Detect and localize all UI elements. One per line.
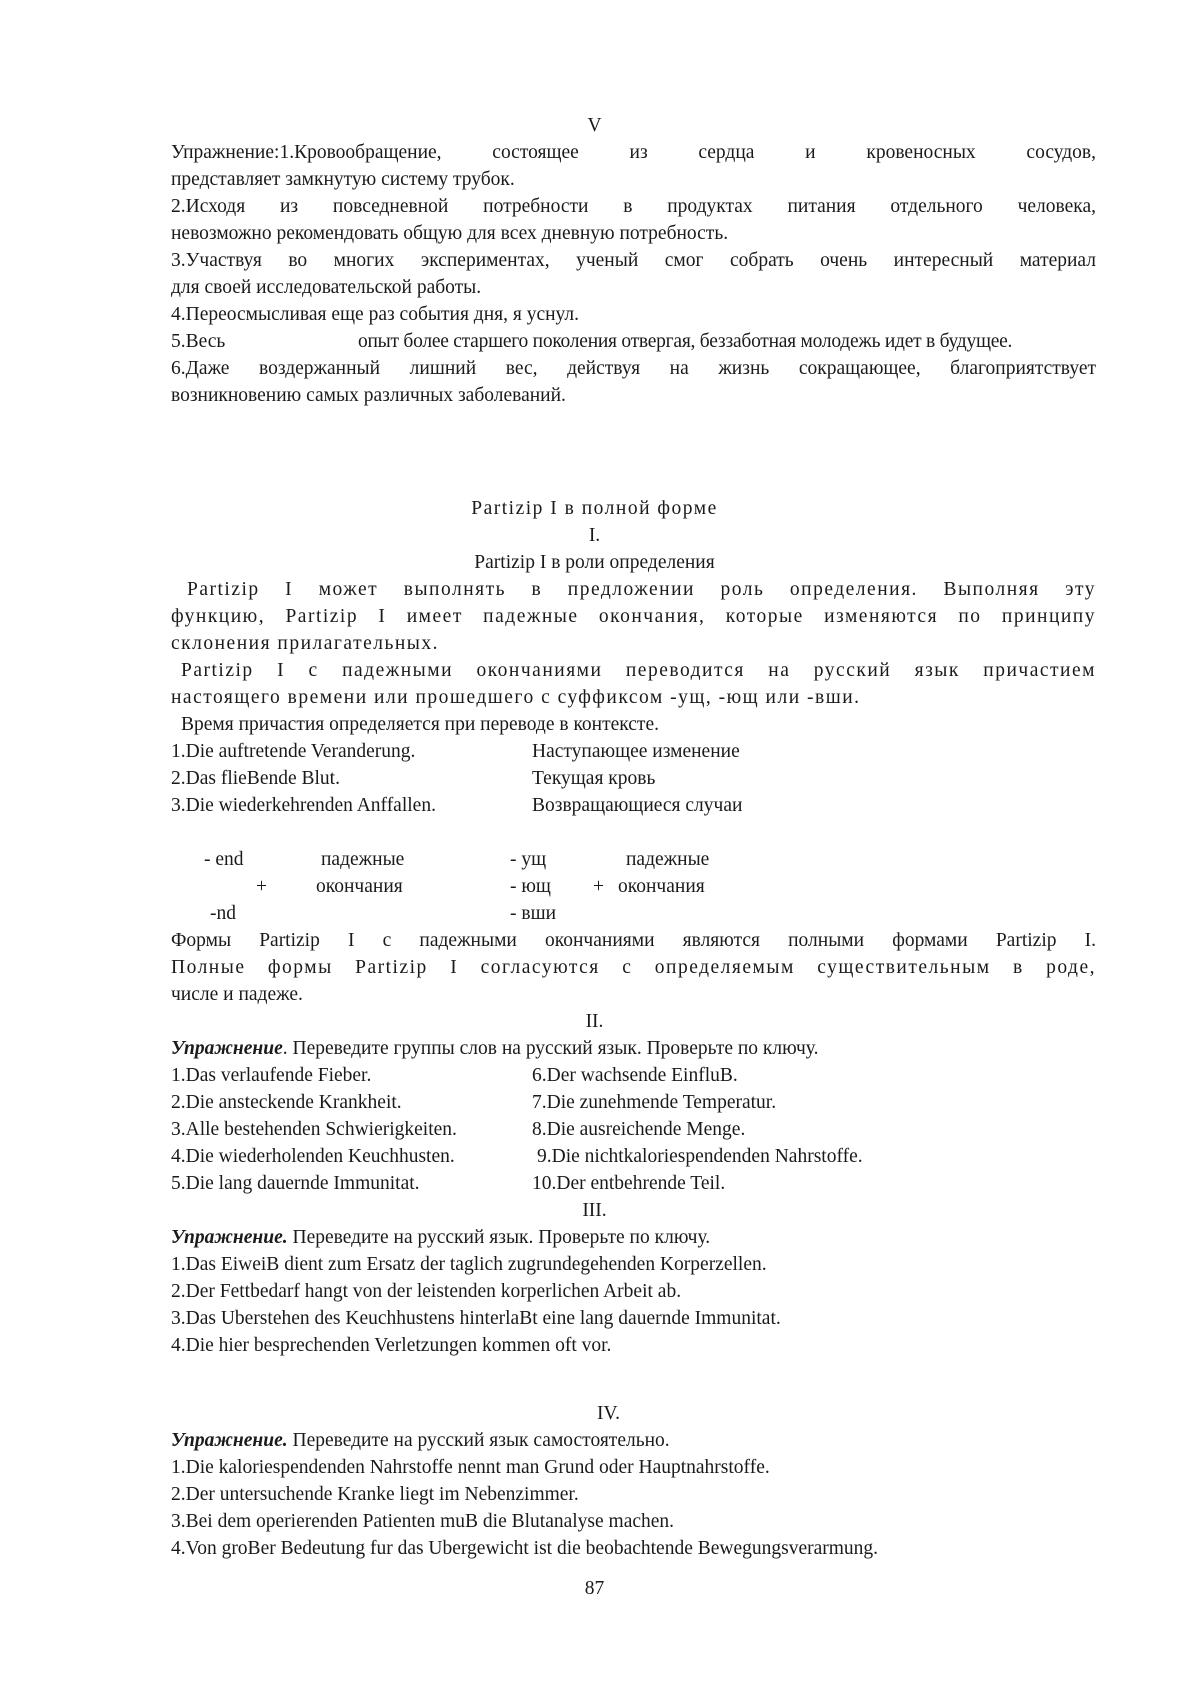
theory-para-1b: функцию, Partizip I имеет падежные окончания, которые изменяются по принципу bbox=[171, 606, 1096, 627]
exercise-label: Упражнение. bbox=[171, 1430, 288, 1451]
example-ru-1: Наступающее изменение bbox=[532, 741, 740, 762]
page-number: 87 bbox=[584, 1578, 605, 1599]
theory-para-1a: Partizip I может выполнять в предложении роль определения. Выполняя эту bbox=[187, 579, 1096, 600]
sentence-iii-2: 2.Der Fettbedarf hangt von der leistenden korperlichen Arbeit ab. bbox=[171, 1281, 682, 1302]
theory-para-4a: Формы Partizip I с падежными окончаниями являются полными формами Partizip I. bbox=[171, 930, 1096, 951]
sec-v-line-10: возникновению самых различных заболеваний. bbox=[171, 385, 566, 406]
sec-v-line-1: Упражнение:1.Кровообращение, состоящее из сердца и кровеносных сосудов, bbox=[171, 142, 1096, 163]
section-iii-instruction bbox=[171, 1226, 710, 1250]
sentence-iv-4: 4.Von groBer Bedeutung fur das Ubergewicht ist die beobachtende Bewegungsverarmung. bbox=[171, 1538, 879, 1559]
theory-para-4c: числе и падеже. bbox=[171, 984, 303, 1005]
scheme-okonchaniya-2: окончания bbox=[618, 876, 705, 897]
scheme-nd: -nd bbox=[210, 903, 236, 924]
exercise-label: Упражнение bbox=[171, 1038, 283, 1059]
example-de-1: 1.Die auftretende Veranderung. bbox=[171, 741, 416, 762]
scheme-end: - end bbox=[204, 849, 244, 870]
sentence-iii-3: 3.Das Uberstehen des Keuchhustens hinterlaBt eine lang dauernde Immunitat. bbox=[171, 1308, 781, 1329]
sec-v-line-5: 3.Участвуя во многих экспериментах, ученый смог собрать очень интересный материал bbox=[171, 250, 1096, 271]
theory-para-3: Время причастия определяется при переводе в контексте. bbox=[181, 714, 659, 735]
section-v-heading: V bbox=[587, 115, 602, 136]
scheme-plus-1: + bbox=[256, 876, 267, 897]
section-iii-heading: III. bbox=[582, 1200, 607, 1221]
scheme-plus-2: + bbox=[593, 876, 604, 897]
sec-v-line-8a: 5.Весь bbox=[171, 331, 226, 352]
scheme-ush: - ущ bbox=[510, 849, 547, 870]
sec-v-line-3: 2.Исходя из повседневной потребности в продуктах питания отдельного человека, bbox=[171, 196, 1096, 217]
sec-v-line-6: для своей исследовательской работы. bbox=[171, 277, 482, 298]
example-de-2: 2.Das flieBende Blut. bbox=[171, 768, 340, 789]
theory-number: I. bbox=[588, 525, 601, 546]
scheme-padezhnye-1: падежные bbox=[321, 849, 405, 870]
theory-para-2a: Partizip I с падежными окончаниями переводится на русский язык причастием bbox=[181, 660, 1096, 681]
word-group-7: 7.Die zunehmende Temperatur. bbox=[532, 1092, 777, 1113]
word-group-10: 10.Der entbehrende Teil. bbox=[532, 1173, 726, 1194]
word-group-8: 8.Die ausreichende Menge. bbox=[532, 1119, 746, 1140]
sec-v-line-9: 6.Даже воздержанный лишний вес, действуя на жизнь сокращающее, благоприятствует bbox=[171, 358, 1096, 379]
word-group-5: 5.Die lang dauernde Immunitat. bbox=[171, 1173, 420, 1194]
word-group-2: 2.Die ansteckende Krankheit. bbox=[171, 1092, 402, 1113]
sentence-iii-1: 1.Das EiweiB dient zum Ersatz der taglich zugrundegehenden Korperzellen. bbox=[171, 1254, 767, 1275]
scheme-padezhnye-2: падежные bbox=[626, 849, 710, 870]
example-ru-2: Текущая кровь bbox=[532, 768, 656, 789]
sec-v-line-7: 4.Переосмысливая еще раз события дня, я уснул. bbox=[171, 304, 580, 325]
scheme-okonchaniya-1: окончания bbox=[316, 876, 403, 897]
sec-v-line-2: представляет замкнутую систему трубок. bbox=[171, 169, 515, 190]
sentence-iii-4: 4.Die hier besprechenden Verletzungen kommen oft vor. bbox=[171, 1335, 612, 1356]
sentence-iv-2: 2.Der untersuchende Kranke liegt im Nebenzimmer. bbox=[171, 1484, 579, 1505]
theory-para-4b: Полные формы Partizip I согласуются с определяемым существительным в роде, bbox=[171, 957, 1096, 978]
example-ru-3: Возвращающиеся случаи bbox=[532, 795, 743, 816]
scheme-yush: - ющ bbox=[510, 876, 551, 897]
word-group-1: 1.Das verlaufende Fieber. bbox=[171, 1065, 372, 1086]
word-group-4: 4.Die wiederholenden Keuchhusten. bbox=[171, 1146, 455, 1167]
section-iv-instruction bbox=[171, 1429, 670, 1453]
instruction-text: Переведите на русский язык. Проверьте по ключу. bbox=[287, 1227, 711, 1248]
sentence-iv-1: 1.Die kaloriespendenden Nahrstoffe nennt man Grund oder Hauptnahrstoffe. bbox=[171, 1457, 770, 1478]
instruction-text: . Переведите группы слов на русский язык. Проверьте по ключу. bbox=[282, 1038, 819, 1059]
theory-title: Partizip I в полной форме bbox=[471, 498, 718, 519]
word-group-6: 6.Der wachsende EinfluB. bbox=[532, 1065, 738, 1086]
theory-subtitle: Partizip I в роли определения bbox=[474, 552, 715, 573]
section-iv-heading: IV. bbox=[597, 1403, 620, 1424]
sentence-iv-3: 3.Bei dem operierenden Patienten muB die Blutanalyse machen. bbox=[171, 1511, 675, 1532]
word-group-9: 9.Die nichtkaloriespendenden Nahrstoffe. bbox=[537, 1146, 863, 1167]
sec-v-line-4: невозможно рекомендовать общую для всех дневную потребность. bbox=[171, 223, 729, 244]
theory-para-1c: склонения прилагательных. bbox=[171, 633, 440, 654]
section-ii-heading: II. bbox=[585, 1011, 604, 1032]
example-de-3: 3.Die wiederkehrenden Anffallen. bbox=[171, 795, 436, 816]
theory-para-2b: настоящего времени или прошедшего с суффиксом -ущ, -ющ или -вши. bbox=[171, 687, 861, 708]
sec-v-line-8b: опыт более старшего поколения отвергая, беззаботная молодежь идет в будущее. bbox=[358, 331, 1013, 352]
section-ii-instruction bbox=[171, 1037, 818, 1061]
instruction-text: Переведите на русский язык самостоятельно. bbox=[287, 1430, 670, 1451]
word-group-3: 3.Alle bestehenden Schwierigkeiten. bbox=[171, 1119, 457, 1140]
scheme-vshi: - вши bbox=[510, 903, 557, 924]
exercise-label: Упражнение. bbox=[171, 1227, 288, 1248]
